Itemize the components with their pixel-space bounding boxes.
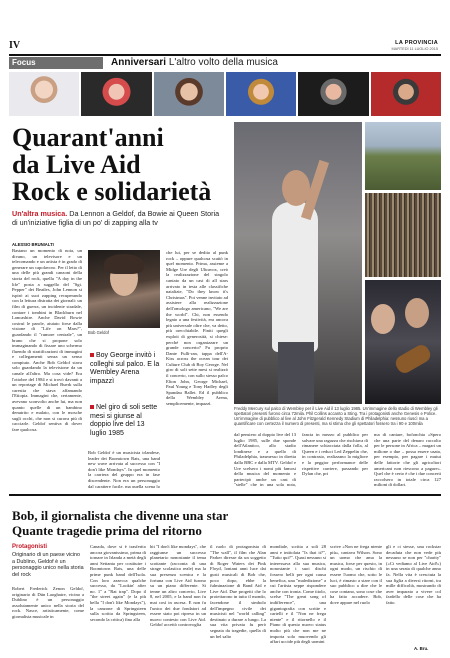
headline-line-1: Quarant'anni <box>12 123 164 152</box>
body-column-2: Bob Geldof è un musicista irlandese, leader dei Boomtown Rats, una band new wave arrivata al successo con "I don't like Mondays". In quel momento la carriera del gruppo era in fase discendente. Non era un personaggio dal carattere facile, ma quella scena lo <box>88 450 160 488</box>
signoff: A. Bru. <box>414 646 429 651</box>
page-number: IV <box>9 40 21 51</box>
side-quote: Nel giro di soli sette mesi si giunse al doppio live del 13 luglio 1985 <box>90 404 158 437</box>
photo-caption: Freddy Mercury sul palco di Wembley per il Live Aid il 13 luglio 1985. Un'immagine dello stadio di Wembley gli spettatori presenti furono circa 72mila. Phil Collins accanto a Sting. Tra i protagonisti anche Genesis e Police. Un'immagine di pubblico al live al John Fitzgerald Kennedy Stadium di Philadelphia: nessuno riuscì ma a quantificare con certezza il numero di presenti, ma si stima che gli spettatori fossero tra i 90 e 100mila <box>234 406 438 426</box>
deck-text: Da Lennon a Geldof, da Bowie ai Queen Storia di un'iniziative figlia di un po' di zapping alla tv <box>12 209 220 227</box>
dateline: MARTEDÌ 11 LUGLIO 2015 <box>391 47 438 51</box>
byline: ALESSIO BRUNIALTI <box>12 242 54 247</box>
small-photo-caption: Bob Geldof <box>88 330 109 335</box>
guitar <box>393 342 433 376</box>
sidebar-kicker: Protagonisti <box>12 544 48 550</box>
body-column-3: che lui, per se dedito al punk rock – oppure qualcosa scattò in quel momento. Prima, assieme a Midge Ure degli Ultravox, creò la realizzazione del singolo cantato da un cast di all stars arrivato in testa alle classifiche natalizie, "Do they know it's Christmas". Poi venne invitato ad assistere alla realizzazione dell'omologo americano, "We are the world". Chi, non essendo legato a una festività, era ancora più universale oltre che, va detto, più orecchiabile. Finiti quegli exploit di generosità, si chiese: perché non organizzare un grande concerto? Fu proprio Dante Fulli-ran, tappa dell'A-Kiss across the ocean tour dei Culture Club di Boy George. Nel giro di soli sette mesi si realizzò il concerto, con sullo stesso palco Elton John, George Michael, Paul Young e Tony Hadley degli Spandau Ballet. Ed il pubblico della Wembley Arena, semplicemente, impazzì. <box>166 250 228 407</box>
secondary-body-column-1: Robert Frederick Zenon Geldof, originario di Dún Laoghaire, vicino a Dublino è un personaggio assolutamente unico nella storia del rock. Nasce, artisticamente, come giornalista musicale in <box>12 586 84 619</box>
musician-2 <box>405 298 429 328</box>
crowd-photo <box>365 193 441 277</box>
portrait-photo-5 <box>298 72 368 116</box>
section-topic <box>111 57 278 68</box>
headline-line-3: Rock e solidarietà <box>12 177 212 206</box>
portrait-photo-2 <box>81 72 151 116</box>
masthead: LA PROVINCIA <box>395 40 438 46</box>
portrait-photo-6 <box>371 72 441 116</box>
body-column-1: Bastano un momento di noia, un divano, un televisore e un telecomando e un artista è in grado di generare un capolavoro. Per il letto di una delle più grandi canzoni della storia del rock, quella "A day in the life" posta a suggello del "Sgt. Pepper" dei Beatles, John Lennon si ispirò ai suoi zapping recuperando con la lettura distratta dei giornali: un film di guerra, un incidente stradale, contare i tombini in Blackburn nel Lancashire. Anche David Bowie costruì le parole, aiutato forse dalla visione di "Life on Mars?", guardando il "rumore centrale", un brano che si propone solo immaginando di fissare uno schermo fluendo di stratificazioni di immagini e collegamenti senza un senso compiuto. Anche Bob Geldof stava solo guardando la televisione da un canale all'altro. Ma cosa vide? Era l'ottobre del 1984 e si trovò davanti a un reportage di Michael Buerk sulla carestia che stava affamando l'Etiopia. Immagini che, certamente, avevano sconvolto anche lui, ma non quanto quelle di un bambino denutrito e malato, con le mosche sugli occhi, che non si curava più di cacciarle. Geldof sentiva di dover fare qualcosa. <box>12 248 82 432</box>
musician-1 <box>371 304 395 334</box>
headline-line-2: da Live Aid <box>12 150 141 179</box>
secondary-headline <box>12 508 442 538</box>
topic-subtitle: L'altro volto della musica <box>168 57 278 68</box>
main-deck <box>12 209 226 227</box>
secondary-body-column-5: mondiale, scritta a soli 28 anni e intitolata "Is that it?", "Tutto qui?". Quasi nessuno si interessava alla sua musica, nonostante i suoi dischi fossero belli per ogni causa benefica, una "maledizione" a cui l'artista seppe rispondere anche con ironia. Come titolo, scelse "The great song of indifference", una gigantografia con scritte e cartelli e il "Non ne frega niente" e il ritornello e il Piano di questo nuovo status molto più che non me ne importa solo muovendo gli affari uccide più degli uomini <box>270 544 326 645</box>
secondary-body-column-3: hit "I don't like mondays", che raggiunse un successo planetario nonostante il tema scottante (racconta di una strage scolastica reale) ma la sua presenza scenica e la fortuna con Live Aid furono su un piano differente. Si tenne un altro concerto, Live 8, nel 2005, e la band non fu mai così in ascesa. E non fu l'unico dei due fondatori ad essere stato poi ripreso in un nuovo contesto con Live Aid. Geldof accettò controvoglia <box>150 544 206 628</box>
pull-quote-marker <box>90 353 94 357</box>
freddie-legs <box>278 342 314 404</box>
section-divider <box>9 494 441 496</box>
bob-geldof-photo <box>88 250 160 328</box>
body-column-6: ma di cantare, bofonchia «Spero che una parte del denaro raccolto per le persone in Africa – magari un milione o due – possa essere usata, per esempio, per pagare i mutui delle fattorie che gli agricoltori americani non riescono a pagare». Quel che è certo è che i due concerti raccolsero in totale circa 127 milioni di dollari. <box>374 432 441 488</box>
body-column-5: fancia in mezzo al pubblico per salvare una ragazza che rischiava di rimanere schiacciata dalla folla, al Queen e i reduci Led Zeppelin che, in contrasto, realizzano la migliore e la peggior performance delle rispettive carriere, passando per Dylan che, pri <box>302 432 368 477</box>
portrait-photo-3 <box>154 72 224 116</box>
secondary-body-column-7: gli e ci stesse, una rockstar decaduta che non vede più nessuno se non per "charity" («Ci vediamo al Live Aid!») in una serata di qualche anno fa. Nella vita è cresciuta la sua figlia a diversi ritorni, tra mille difficoltà, mostrando di aver imparato a vivere col fardello delle cose che ha fatto. <box>386 544 441 605</box>
topic-name: Anniversari <box>111 57 167 68</box>
deck-kicker: Un'altra musica. <box>12 209 68 218</box>
pull-quote: Boy George invitò i colleghi sul palco. E la Wembley Arena impazzì <box>90 352 160 385</box>
secondary-headline-line-2: Quante tragedie prima del ritorno <box>12 523 202 538</box>
section-label: Focus <box>9 57 103 69</box>
photo-strip <box>9 72 441 116</box>
portrait-photo-1 <box>9 72 79 116</box>
sidebar-deck: Originario di un paese vicino a Dublino, Geldof è un personaggio unico nella storia del rock <box>12 552 84 578</box>
section-bar <box>9 54 441 69</box>
secondary-body-column-2: Canada, dove si è trasferito ancora giovanissimo, prima di tornare in Irlanda a metà degli anni Settanta per costituire i Boomtown Rats, una delle prime punk band dell'Isola. Con loro azzecca qualche successo, da "Lookin' after no. 1" a "Rat trap". Dopo il "the street again" (e la più bella "I don't like Mondays"), la canzone di Springsteen sulla scritta da Springsteen, secondo la critica) fino alla <box>90 544 146 622</box>
geldof-hair <box>104 254 144 274</box>
collins-sting-photo <box>365 280 441 404</box>
body-column-4: dal pensiero al doppio live del 13 luglio 1985, sulle due sponde dell'Atlantico, allo stadio londinese e a quello di Philadelphia, trasmesso in diretta dalla BBC e dalla MTV. Geldof e Ure scelsero i nomi più famosi della musica del momento e partecipò anche un cast di "stelle" che in una sola nota, <box>234 432 296 488</box>
secondary-body-column-4: il ruolo di protagonista di "The wall", il film che Alan Parker diresse da un soggetto di Roger Waters dei Pink Floyd, lontani anni luce dai gusti musicali di Bob che, poco dopo, ebbe la fulminazione di Band Aid e Live Aid. Due progetti che lo proiettarono in tutto il mondo, facendone il simbolo dell'impegno civile dei musicisti nel "world calling" destinato a durare a lungo. La sua vita privata fu però segnata da tragedie, quella di un bel salto <box>210 544 266 639</box>
side-quote-marker <box>90 405 94 409</box>
wembley-stadium-photo <box>365 122 441 190</box>
main-headline <box>12 124 222 205</box>
secondary-headline-line-1: Bob, il giornalista che divenne una star <box>12 508 229 523</box>
portrait-photo-4 <box>226 72 296 116</box>
freddie-mercury-photo <box>234 122 362 404</box>
freddie-body <box>272 202 318 352</box>
secondary-body-column-6: scrive «Non ne frega niente più», cantava Wilson. Sono un uomo che ama la musica, forse per questo, in ogni modo, un rischio di essere l'uomo che, sotto le luci, è rimasto a stare con il suo pubblico a dire che le cose contano, sono cose che ha fatto accadere. Bob, dove appare nel ruolo <box>330 544 382 605</box>
